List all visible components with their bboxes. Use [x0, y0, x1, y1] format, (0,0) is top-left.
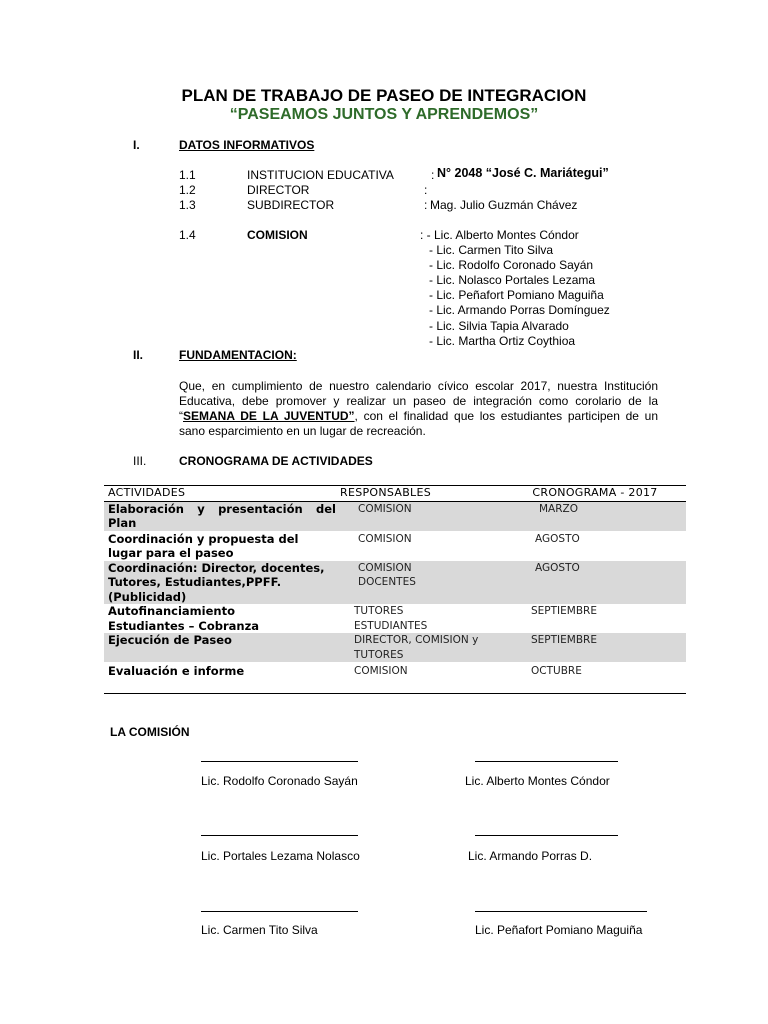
semana-juventud-highlight: SEMANA DE LA JUVENTUD” [183, 409, 355, 423]
table-row [104, 501, 686, 531]
signature-name: Lic. Armando Porras D. [468, 849, 593, 863]
item-1-3-sep: : [424, 198, 428, 212]
item-1-2-number: 1.2 [179, 183, 196, 197]
item-1-3-label: SUBDIRECTOR [247, 198, 335, 212]
table-row [104, 633, 686, 662]
signature-name: Lic. Rodolfo Coronado Sayán [201, 774, 358, 788]
comision-member: - Lic. Silvia Tapia Alvarado [429, 319, 569, 333]
item-1-1-sep: : [431, 168, 435, 182]
table-row [104, 531, 686, 561]
section-2-number: II. [133, 348, 144, 362]
schedule-cell: SEPTIEMBRE [531, 605, 597, 617]
responsible-cell: COMISION [340, 662, 504, 693]
activity-cell: Evaluación e informe [104, 662, 340, 693]
schedule-cell: SEPTIEMBRE [504, 633, 686, 662]
signature-line [201, 835, 358, 836]
signature-name: Lic. Carmen Tito Silva [201, 923, 318, 937]
schedule-cell: MARZO [504, 501, 686, 531]
schedule-cell: OCTUBRE [504, 662, 686, 693]
table-row [104, 662, 686, 693]
header-cronograma: CRONOGRAMA - 2017 [504, 486, 686, 502]
item-1-1-value: N° 2048 “José C. Mariátegui” [437, 166, 609, 180]
comision-member: - Lic. Rodolfo Coronado Sayán [429, 258, 594, 272]
cronograma-table [104, 485, 686, 694]
responsible-cell: COMISION DOCENTES [340, 561, 504, 605]
activity-cell: Ejecución de Paseo [104, 633, 340, 662]
comision-member: : - Lic. Alberto Montes Cóndor [420, 228, 579, 242]
signature-name: Lic. Portales Lezama Nolasco [201, 849, 360, 863]
signature-line [475, 761, 618, 762]
item-1-4-label: COMISION [247, 228, 308, 242]
fundamentacion-paragraph: Que, en cumplimiento de nuestro calendario cívico escolar 2017, nuestra Institución Educativa, debe promover y realizar un paseo de integración como corolario de la “SEMANA DE LA JUVENTUD”, con el finalidad que los estudiantes participen de un sano esparcimiento en un lugar de recreación. [179, 379, 658, 438]
item-1-3-value: Mag. Julio Guzmán Chávez [430, 198, 578, 212]
document-subtitle: “PASEAMOS JUNTOS Y APRENDEMOS” [229, 106, 539, 123]
section-3-number: III. [133, 454, 147, 468]
schedule-cell: AGOSTO [504, 531, 686, 561]
responsible-cell: COMISION [340, 501, 504, 531]
section-1-number: I. [133, 138, 140, 152]
section-3-heading: CRONOGRAMA DE ACTIVIDADES [179, 454, 373, 468]
signature-name: Lic. Peñafort Pomiano Maguiña [475, 923, 643, 937]
item-1-2-label: DIRECTOR [247, 183, 310, 197]
activity-cell: Autofinanciamiento Estudiantes – Cobranza [108, 604, 260, 633]
item-1-2-sep: : [424, 183, 428, 197]
header-responsables: RESPONSABLES [340, 486, 504, 502]
signature-line [201, 761, 358, 762]
item-1-1-number: 1.1 [179, 168, 196, 182]
responsible-cell: DIRECTOR, COMISION y TUTORES [340, 633, 504, 662]
item-1-1-label: INSTITUCION EDUCATIVA [247, 168, 394, 182]
comision-member: - Lic. Carmen Tito Silva [429, 243, 554, 257]
signature-line [201, 911, 358, 912]
activity-cell: Elaboración y presentación del Plan [104, 501, 340, 531]
comision-member: - Lic. Armando Porras Domínguez [429, 303, 610, 317]
activity-cell: Coordinación y propuesta del lugar para el paseo [104, 531, 340, 561]
table-row [104, 561, 686, 605]
document-title: PLAN DE TRABAJO DE PASEO DE INTEGRACION [181, 86, 587, 105]
schedule-cell: AGOSTO [504, 561, 686, 605]
responsible-cell: COMISION [340, 531, 504, 561]
section-2-heading: FUNDAMENTACION: [179, 348, 297, 362]
signature-name: Lic. Alberto Montes Cóndor [465, 774, 610, 788]
comision-member: - Lic. Martha Ortiz Coythioa [429, 334, 576, 348]
comision-member: - Lic. Peñafort Pomiano Maguiña [429, 288, 604, 302]
item-1-4-number: 1.4 [179, 228, 196, 242]
table-header-row [104, 486, 686, 502]
table-row [104, 604, 686, 633]
activity-cell: Coordinación: Director, docentes, Tutores, Estudiantes,PPFF.(Publicidad) [104, 561, 340, 605]
item-1-3-number: 1.3 [179, 198, 196, 212]
responsible-cell: TUTORES ESTUDIANTES [354, 605, 428, 632]
signature-line [475, 911, 647, 912]
comision-heading: LA COMISIÓN [110, 725, 190, 739]
signature-line [475, 835, 618, 836]
header-actividades: ACTIVIDADES [104, 486, 340, 502]
section-1-heading: DATOS INFORMATIVOS [179, 138, 315, 152]
comision-member: - Lic. Nolasco Portales Lezama [429, 273, 596, 287]
